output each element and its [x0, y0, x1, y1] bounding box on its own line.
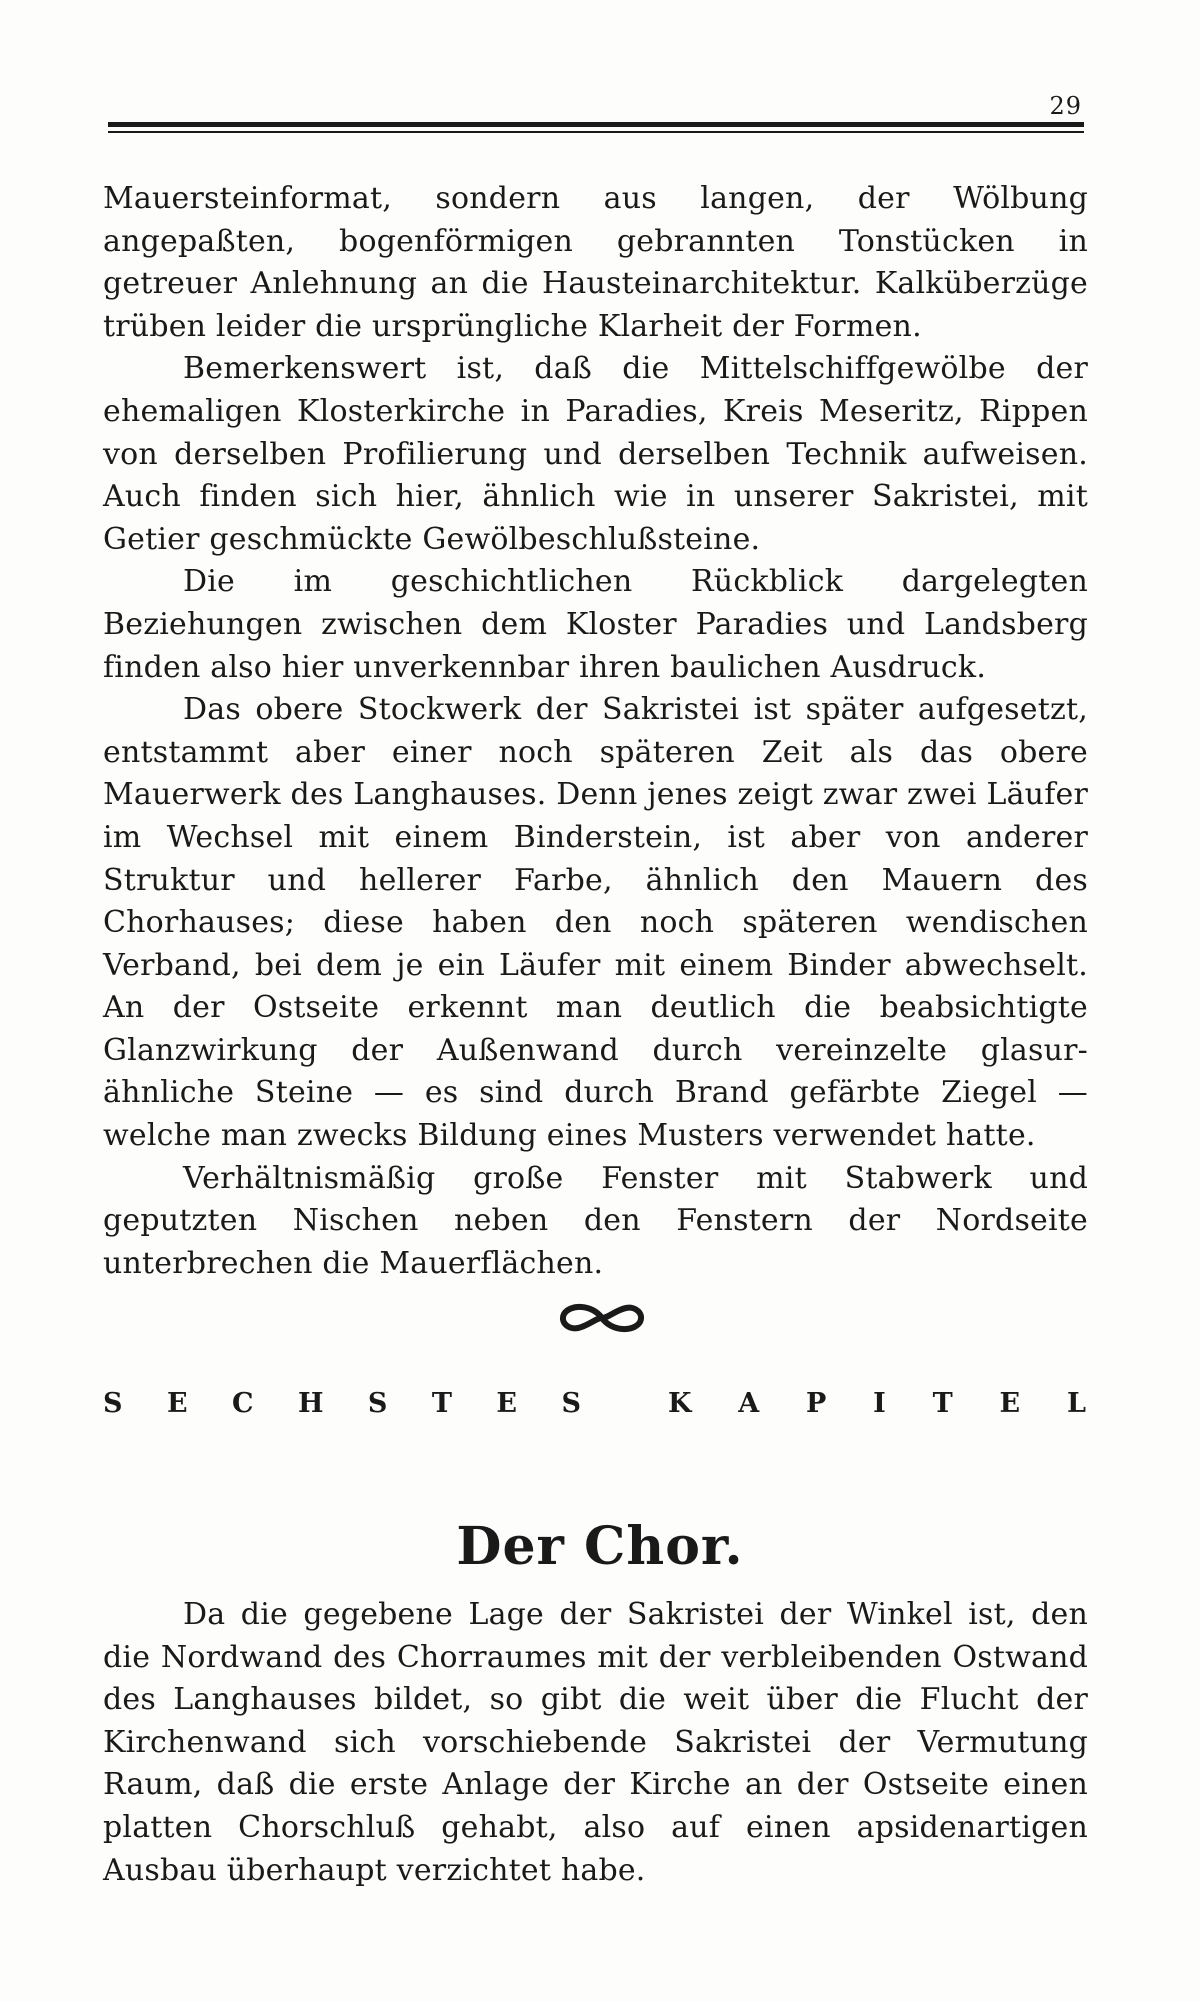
chapter-label-letter: T — [431, 1388, 454, 1419]
paragraph-5: Verhältnismäßig große Fenster mit Stabwerk und geputzten Nischen neben den Fenstern der Nordseite unterbrechen die Mauerflächen. — [103, 1160, 1088, 1281]
chapter-label-letter: A — [738, 1388, 762, 1419]
chapter-label-letter: S — [367, 1388, 390, 1419]
chapter-label-letter: L — [1066, 1388, 1088, 1419]
chapter-label-letter: H — [297, 1388, 326, 1419]
chapter-label-letter: E — [496, 1388, 520, 1419]
chapter-text — [103, 1594, 1088, 1892]
header-rule-thick — [108, 122, 1084, 127]
chapter-label-letter: C — [232, 1388, 256, 1419]
header-rule-thin — [108, 131, 1084, 133]
chapter-paragraph-1: Da die gegebene Lage der Sakristei der Winkel ist, den die Nordwand des Chorraumes mit der verbleibenden Ostwand des Langhauses bildet, so gibt die weit über die Flucht der Kirchenwand sich vorschiebende Sakristei der Vermutung Raum, daß die erste Anlage der Kirche an der Ostseite einen platten Chorschluß gehabt, also auf einen apsidenartigen Ausbau überhaupt verzichtet habe. — [103, 1597, 1088, 1888]
infinity-ornament-icon — [552, 1298, 652, 1338]
paragraph-1: Mauersteinformat, sondern aus langen, der Wölbung angepaßten, bogenförmigen gebrannten Tonstücken in getreuer Anlehnung an die Hausteinarchitektur. Kalküberzüge trüben leider die ursprüngliche Klarheit der Formen. — [103, 181, 1088, 344]
paragraph-2: Bemerkenswert ist, daß die Mittelschiffgewölbe der ehemaligen Klosterkirche in Paradies, Kreis Meseritz, Rippen von derselben Profilierung und derselben Technik aufweisen. Auch finden sich hier, ähnlich wie in unserer Sakristei, mit Getier geschmückte Gewölbeschlußsteine. — [103, 351, 1088, 557]
chapter-title: Der Chor. — [456, 1516, 744, 1577]
paragraph-3: Die im geschichtlichen Rückblick dargelegten Beziehungen zwischen dem Kloster Paradies und Landsberg finden also hier unverkennbar ihren baulichen Ausdruck. — [103, 564, 1088, 685]
chapter-label-word-2 — [668, 1388, 1088, 1419]
chapter-label — [103, 1388, 1088, 1419]
chapter-label-letter: S — [103, 1388, 125, 1419]
paragraph-4: Das obere Stockwerk der Sakristei ist später aufgesetzt, entstammt aber einer noch späteren Zeit als das obere Mauerwerk des Langhauses. Denn jenes zeigt zwar zwei Läufer im Wechsel mit einem Binderstein, ist aber von anderer Struktur und hellerer Farbe, ähnlich den Mauern des Chorhauses; diese haben den noch späteren wendischen Verband, bei dem je ein Läufer mit einem Binder abwechselt. An der Ostseite erkennt man deutlich die beabsichtigte Glanzwirkung der Außenwand durch vereinzelte glasur-ähnliche Steine — es sind durch Brand gefärbte Ziegel — welche man zwecks Bildung eines Musters verwendet hatte. — [103, 692, 1088, 1154]
chapter-label-word-1 — [103, 1388, 583, 1419]
chapter-label-letter: T — [932, 1388, 955, 1419]
chapter-label-letter: K — [668, 1388, 694, 1419]
chapter-label-letter: P — [806, 1388, 829, 1419]
chapter-label-letter: E — [166, 1388, 190, 1419]
chapter-label-letter: E — [999, 1388, 1023, 1419]
chapter-label-letter: I — [873, 1388, 888, 1419]
page-number: 29 — [1049, 92, 1082, 120]
body-text — [103, 178, 1088, 1285]
chapter-label-letter: S — [561, 1388, 583, 1419]
